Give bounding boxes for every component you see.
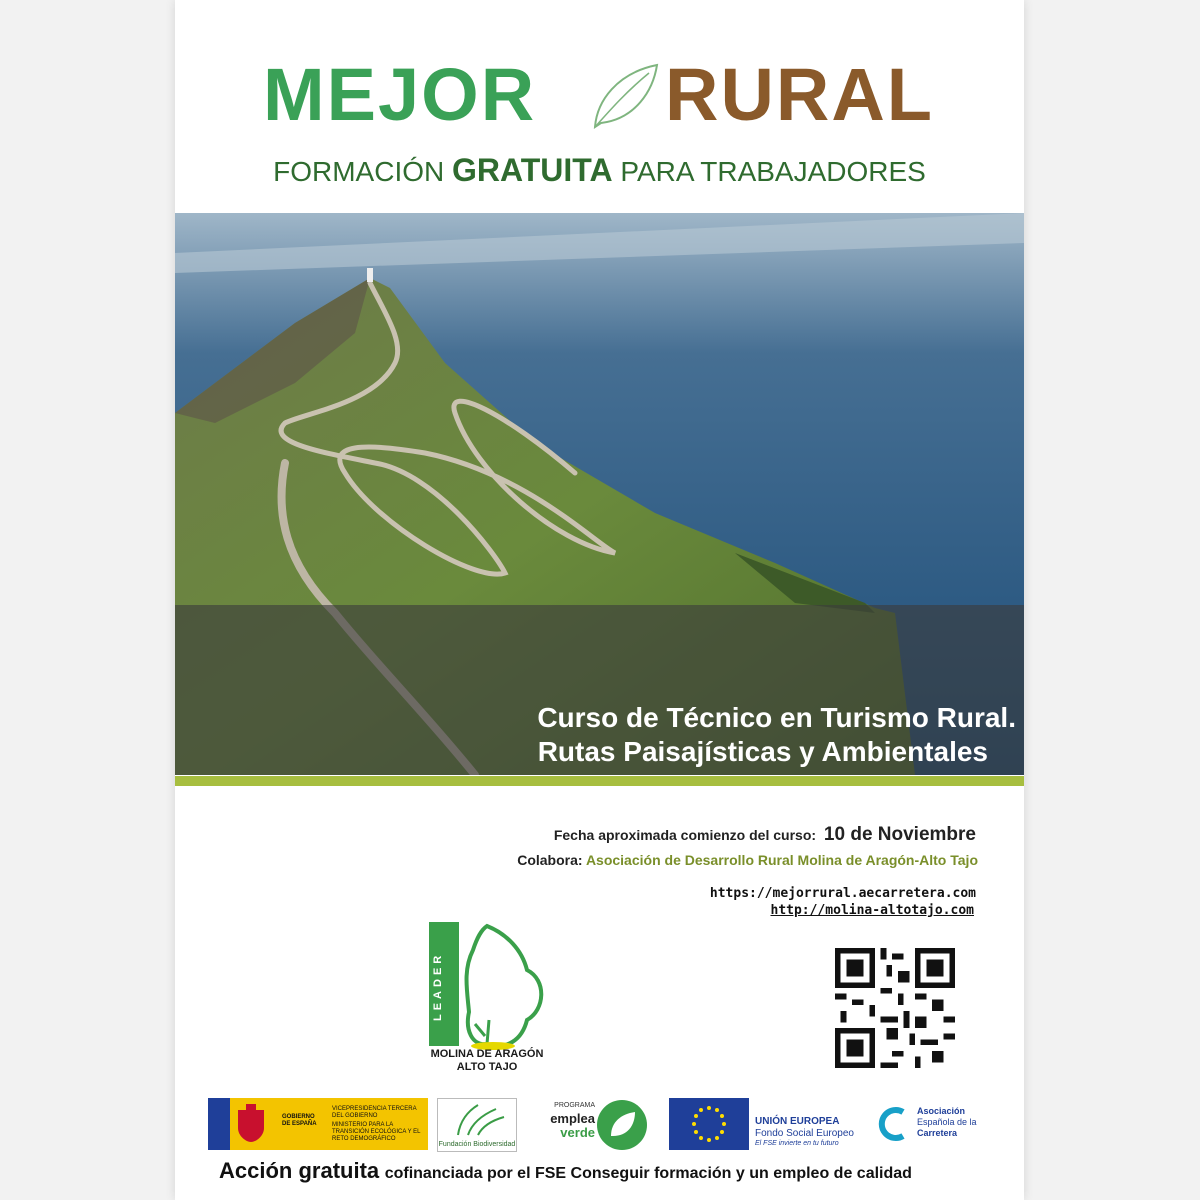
emplea-verde-logo: [535, 1100, 645, 1150]
eu-fund: Fondo Social Europeo: [755, 1128, 854, 1139]
emplea-programa: PROGRAMA: [554, 1102, 595, 1109]
course-title-line2: Rutas Paisajísticas y Ambientales: [537, 736, 988, 767]
course-title-line1: Curso de Técnico en Turismo Rural.: [537, 702, 1016, 733]
biodiversidad-caption: Fundación Biodiversidad: [438, 1141, 516, 1148]
spain-flag-strip: [208, 1098, 230, 1150]
aec-name: [917, 1106, 977, 1139]
ministerio-text: MINISTERIO PARA LA TRANSICIÓN ECOLÓGICA Y EL RETO DEMOGRÁFICO: [332, 1122, 421, 1142]
funding-statement: [219, 1158, 912, 1184]
aec-line2: Española de la: [917, 1117, 977, 1127]
funding-rest: cofinanciada por el FSE Conseguir formación y un empleo de calidad: [384, 1165, 912, 1182]
gobierno-espana-logo: [208, 1098, 428, 1150]
qr-code[interactable]: [835, 948, 955, 1068]
aec-logo-icon: [873, 1104, 913, 1144]
tagline-post: PARA TRABAJADORES: [620, 156, 926, 187]
brand-word-rural: RURAL: [665, 53, 934, 136]
brand-word-mejor: MEJOR: [263, 53, 537, 136]
collaborator-row: [517, 852, 978, 868]
tagline-pre: FORMACIÓN: [273, 156, 445, 187]
tagline: [175, 150, 1024, 192]
emplea-word: emplea: [550, 1111, 595, 1126]
start-date-label: Fecha aproximada comienzo del curso:: [553, 827, 817, 843]
aec-line3: Carretera: [917, 1128, 958, 1138]
collaborator-label: Colabora:: [517, 852, 583, 868]
mejorrural-link[interactable]: https://mejorrural.aecarretera.com: [709, 886, 976, 901]
leader-word: LEADER: [432, 951, 444, 1021]
leaf-circle-icon: [597, 1100, 647, 1150]
sponsor-logos: [175, 1098, 1024, 1152]
leader-group-name: [397, 1048, 577, 1074]
eu-slogan: El FSE invierte en tu futuro: [755, 1140, 839, 1147]
aec-line1: Asociación: [917, 1106, 966, 1116]
funding-strong: Acción gratuita: [219, 1158, 380, 1183]
course-title: [537, 701, 1016, 769]
gobierno-name: GOBIERNO DE ESPAÑA: [282, 1114, 317, 1127]
leaf-icon: [587, 61, 661, 131]
collaborator-name: Asociación de Desarrollo Rural Molina de Aragón-Alto Tajo: [585, 852, 978, 868]
grass-icon: [438, 1101, 516, 1137]
vicepresidencia-text: VICEPRESIDENCIA TERCERA DEL GOBIERNO: [332, 1106, 417, 1119]
brand-logo: [175, 55, 1024, 135]
eu-title: UNIÓN EUROPEA: [755, 1116, 840, 1127]
coat-of-arms-icon: [234, 1104, 268, 1144]
poster-page: [175, 0, 1024, 1200]
eu-flag-icon: [669, 1098, 749, 1150]
leader-name-line2: ALTO TAJO: [456, 1061, 518, 1073]
fundacion-biodiversidad-logo: [437, 1098, 517, 1152]
start-date-value: 10 de Noviembre: [823, 824, 976, 845]
hero-photo: [175, 213, 1024, 775]
start-date-row: [554, 824, 976, 846]
emplea-verde-word: verde: [560, 1125, 595, 1140]
tagline-highlight: GRATUITA: [452, 152, 613, 188]
divider-rule: [175, 776, 1024, 786]
leader-name-line1: MOLINA DE ARAGÓN: [430, 1048, 544, 1060]
molina-altotajo-link[interactable]: http://molina-altotajo.com: [770, 903, 974, 918]
